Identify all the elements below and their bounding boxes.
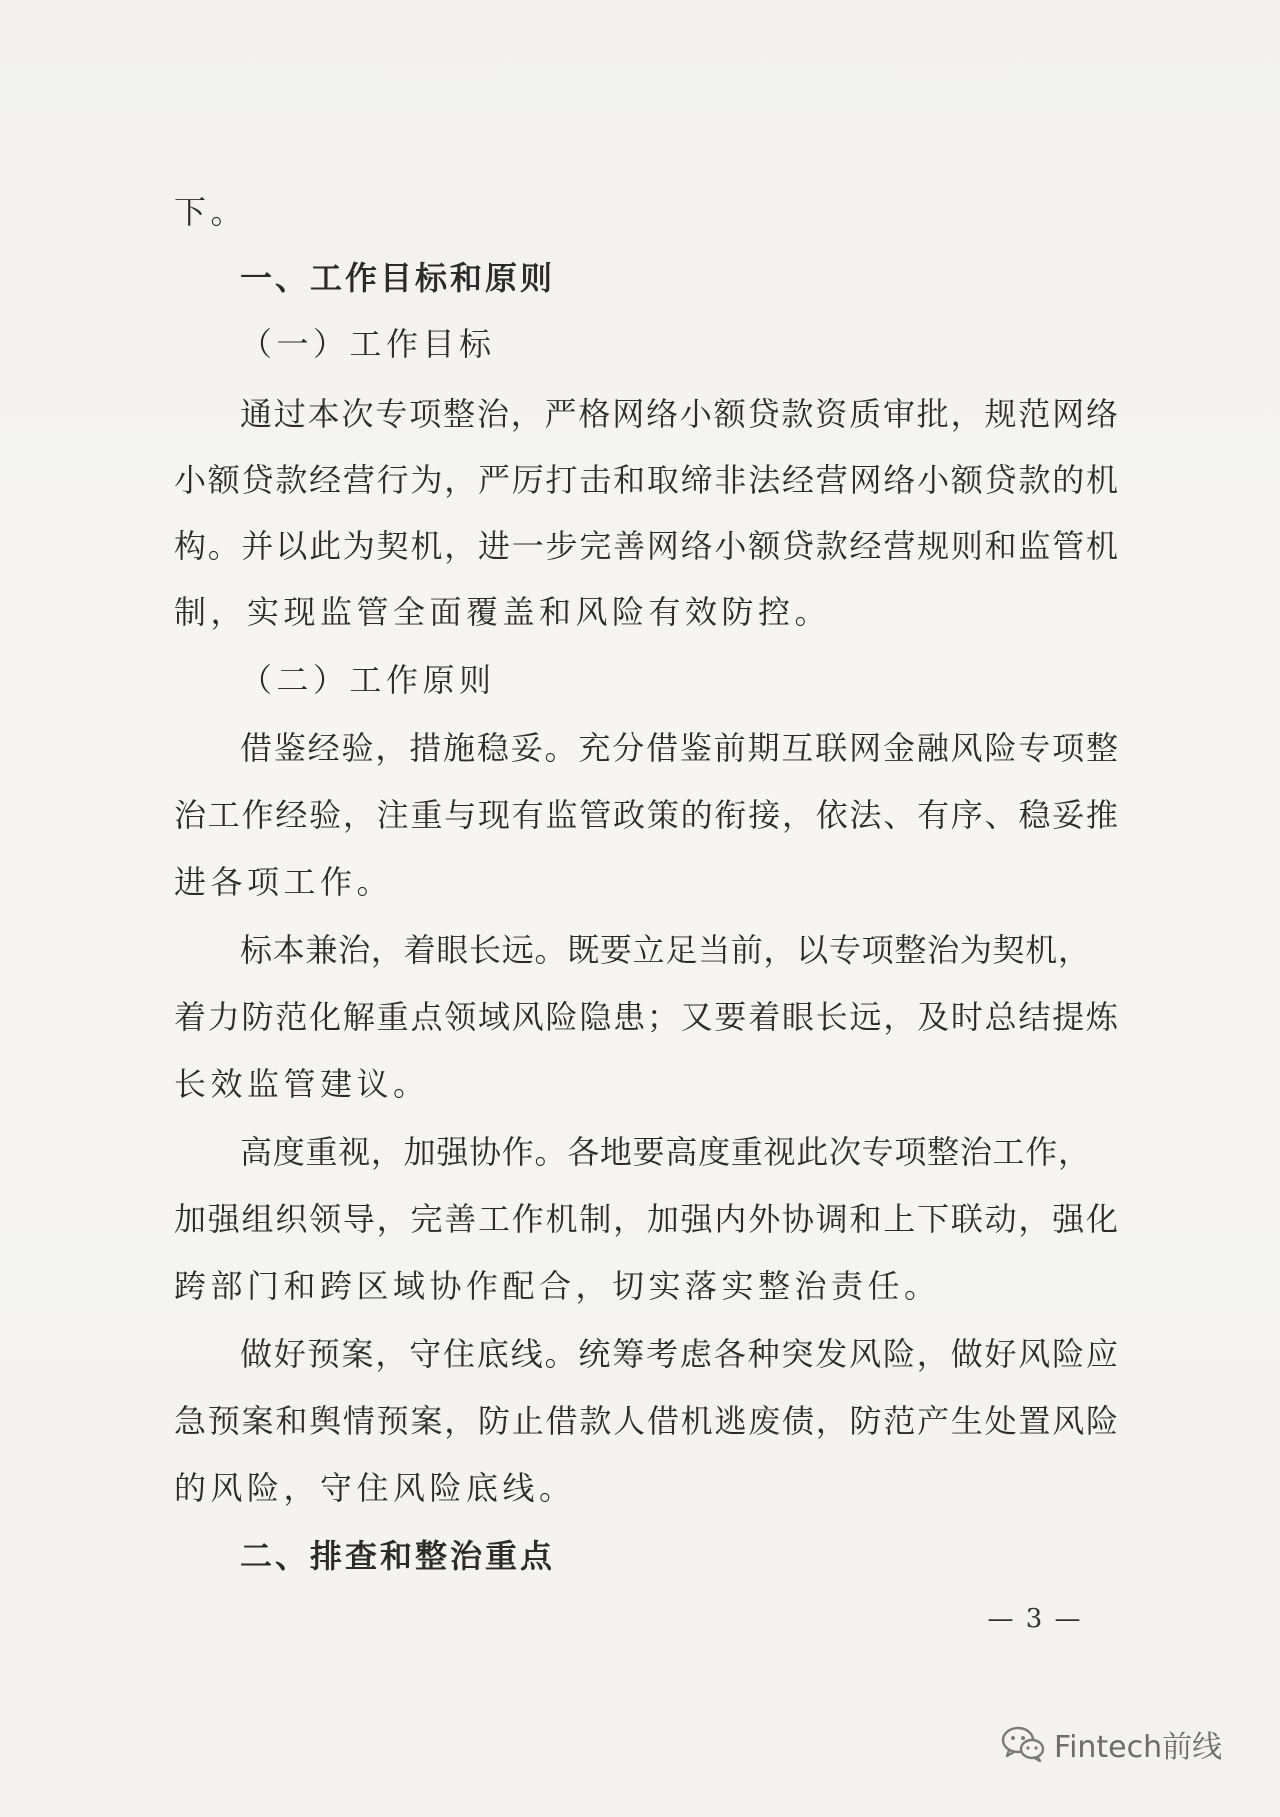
principle-1-line-3: 进各项工作。	[174, 863, 394, 901]
principle-2-line-1: 标本兼治，着眼长远。既要立足当前，以专项整治为契机，	[240, 931, 1090, 969]
section-heading-2: 二、排查和整治重点	[240, 1537, 556, 1575]
goal-paragraph-line-4: 制，实现监管全面覆盖和风险有效防控。	[174, 593, 832, 631]
goal-paragraph-line-1: 通过本次专项整治，严格网络小额贷款资质审批，规范网络	[240, 395, 1118, 433]
watermark	[1000, 1724, 1222, 1764]
wechat-icon	[1000, 1724, 1046, 1764]
principle-1-line-2: 治工作经验，注重与现有监管政策的衔接，依法、有序、稳妥推	[174, 796, 1118, 834]
principle-4-line-3: 的风险，守住风险底线。	[174, 1469, 576, 1507]
page-number: — 3 —	[987, 1604, 1083, 1634]
subsection-heading-principles: （二）工作原则	[240, 661, 496, 699]
principle-1-line-1: 借鉴经验，措施稳妥。充分借鉴前期互联网金融风险专项整	[240, 729, 1118, 767]
goal-paragraph-line-2: 小额贷款经营行为，严厉打击和取缔非法经营网络小额贷款的机	[174, 461, 1118, 499]
subsection-heading-goal: （一）工作目标	[240, 325, 496, 363]
principle-3-line-2: 加强组织领导，完善工作机制，加强内外协调和上下联动，强化	[174, 1200, 1118, 1238]
section-heading-1: 一、工作目标和原则	[240, 259, 556, 297]
principle-4-line-2: 急预案和舆情预案，防止借款人借机逃废债，防范产生处置风险	[174, 1402, 1118, 1440]
principle-2-line-2: 着力防范化解重点领域风险隐患；又要着眼长远，及时总结提炼	[174, 998, 1118, 1036]
principle-2-line-3: 长效监管建议。	[174, 1065, 430, 1103]
paragraph-tail: 下。	[174, 193, 248, 231]
principle-4-line-1: 做好预案，守住底线。统筹考虑各种突发风险，做好风险应	[240, 1335, 1118, 1373]
goal-paragraph-line-3: 构。并以此为契机，进一步完善网络小额贷款经营规则和监管机	[174, 527, 1118, 565]
watermark-text: Fintech前线	[1054, 1730, 1223, 1765]
principle-3-line-3: 跨部门和跨区域协作配合，切实落实整治责任。	[174, 1267, 941, 1305]
principle-3-line-1: 高度重视，加强协作。各地要高度重视此次专项整治工作，	[240, 1133, 1090, 1171]
